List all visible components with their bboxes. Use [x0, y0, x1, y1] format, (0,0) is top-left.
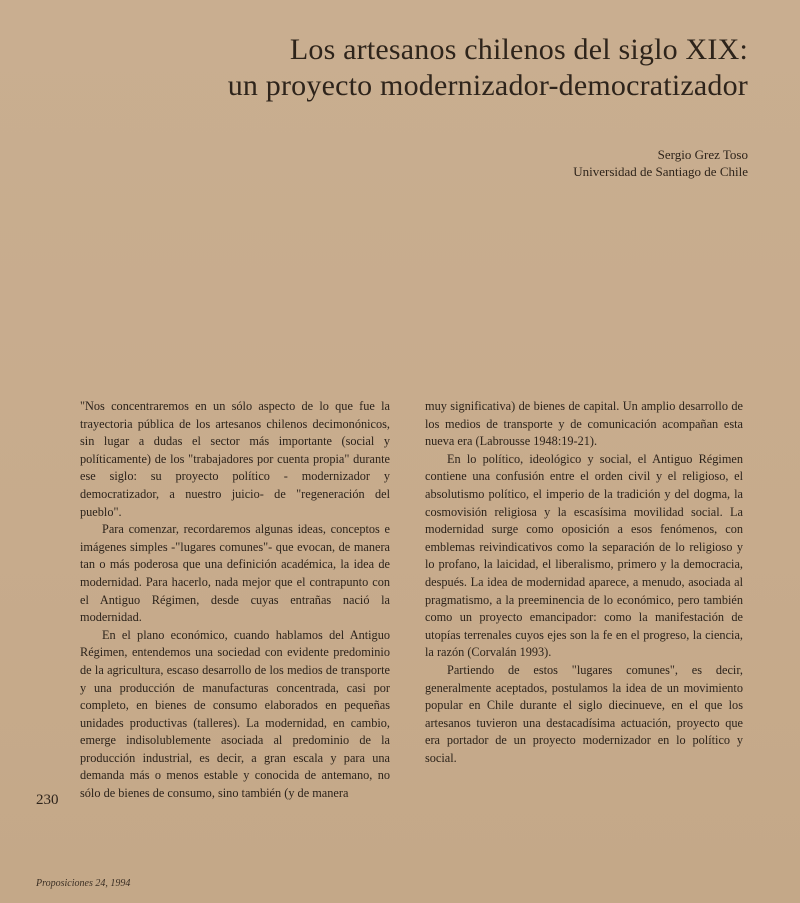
- paragraph: En el plano económico, cuando hablamos del Antiguo Régimen, entendemos una sociedad con evidente predominio de la agricultura, escaso desarrollo de los medios de transporte y una producción de manufacturas concentrada, casi por completo, en bienes de consumo elaborados en pequeñas unidades productivas (talleres). La modernidad, en cambio, emerge indisolublemente asociada al predominio de la producción industrial, es decir, a gran escala y para una demanda más o menos estable y conocida de antemano, no sólo de bienes de consumo, sino también (y de manera: [80, 627, 390, 801]
- page-number: 230: [36, 792, 59, 808]
- footer-citation: Proposiciones 24, 1994: [36, 878, 131, 889]
- author-name: Sergio Grez Toso: [657, 147, 748, 162]
- author-affiliation: Universidad de Santiago de Chile: [573, 164, 748, 179]
- title-line-2: un proyecto modernizador-democratizador: [227, 69, 748, 102]
- author-block: [348, 146, 748, 180]
- title-line-1: Los artesanos chilenos del siglo XIX:: [289, 33, 748, 66]
- left-column: [80, 398, 390, 803]
- right-column: [425, 398, 743, 767]
- paragraph: Para comenzar, recordaremos algunas ideas, conceptos e imágenes simples -"lugares comunes"- que evocan, de manera tan o más poderosa que una definición académica, la idea de modernidad. Para hacerlo, nada mejor que el contrapunto con el Antiguo Régimen, desde cuyas entrañas nació la modernidad.: [80, 522, 390, 625]
- paragraph: Partiendo de estos "lugares comunes", es decir, generalmente aceptados, postulamos la idea de un movimiento popular en Chile durante el siglo diecinueve, en el que los artesanos tuvieron una destacadísima actuación, proyecto que era portador de un proyecto modernizador en lo político y social.: [425, 662, 743, 765]
- article-title: [148, 32, 748, 104]
- paragraph: muy significativa) de bienes de capital. Un amplio desarrollo de los medios de transporte y de comunicación acompañan esta nueva era (Labrousse 1948:19-21).: [425, 399, 743, 449]
- paragraph: "Nos concentraremos en un sólo aspecto de lo que fue la trayectoria pública de los artesanos chilenos decimonónicos, sin lugar a dudas el sector más importante (social y políticamente) de los "trabajadores por cuenta propia" durante ese siglo: su proyecto político - modernizador y democratizador, a nuestro juicio- de "regeneración del pueblo".: [80, 399, 390, 519]
- paragraph: En lo político, ideológico y social, el Antiguo Régimen contiene una confusión entre el orden civil y el religioso, el absolutismo político, el imperio de la tradición y del dogma, la cosmovisión religiosa y la escasísima movilidad social. La modernidad surge como oposición a esos fenómenos, con emblemas reivindicativos como la separación de lo religioso y lo profano, la laicidad, el liberalismo, primero y la democracia, después. La idea de modernidad aparece, a menudo, asociada al pragmatismo, a la preeminencia de lo económico, pero también como un proyecto emancipador: como la manifestación de utopías terrenales cuyos ejes son la fe en el progreso, la ciencia, la razón (Corvalán 1993).: [425, 451, 743, 660]
